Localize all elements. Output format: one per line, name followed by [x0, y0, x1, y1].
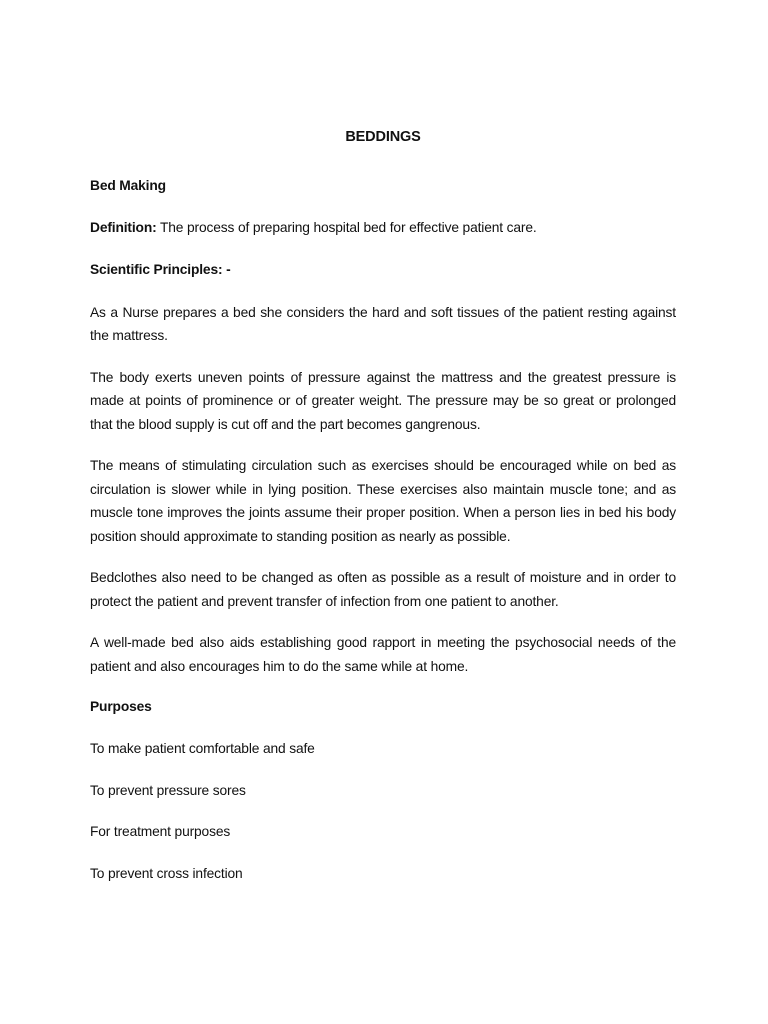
document-body — [90, 126, 676, 904]
definition-paragraph — [90, 217, 676, 240]
definition-label: Definition: — [90, 220, 157, 235]
purpose-item: To make patient comfortable and safe — [90, 741, 315, 756]
principles-heading: Scientific Principles: - — [90, 261, 231, 277]
purpose-item: To prevent pressure sores — [90, 782, 246, 798]
principle-paragraph: The body exerts uneven points of pressure against the mattress and the greatest pressure is made at points of prominence or of greater weight. The pressure may be so great or prolonged that the blood supply is cut off and the part becomes gangrenous. — [90, 369, 676, 432]
section-heading: Bed Making — [90, 178, 166, 193]
principle-paragraph: As a Nurse prepares a bed she considers the hard and soft tissues of the patient resting against the mattress. — [90, 304, 676, 343]
purposes-heading: Purposes — [90, 699, 152, 714]
definition-text: The process of preparing hospital bed for effective patient care. — [156, 220, 537, 235]
purpose-item: To prevent cross infection — [90, 865, 243, 881]
principle-paragraph: A well-made bed also aids establishing good rapport in meeting the psychosocial needs of the patient and also encourages him to do the same while at home. — [90, 635, 676, 674]
purpose-item: For treatment purposes — [90, 824, 231, 839]
document-title: BEDDINGS — [345, 129, 421, 145]
principle-paragraph: The means of stimulating circulation such as exercises should be encouraged while on bed as circulation is slower while in lying position. These exercises also maintain muscle tone; and as muscle tone improves the joints assume their proper position. When a person lies in bed his body position should approximate to standing position as nearly as possible. — [90, 458, 676, 544]
principle-paragraph: Bedclothes also need to be changed as often as possible as a result of moisture and in order to protect the patient and prevent transfer of infection from one patient to another. — [90, 570, 676, 609]
